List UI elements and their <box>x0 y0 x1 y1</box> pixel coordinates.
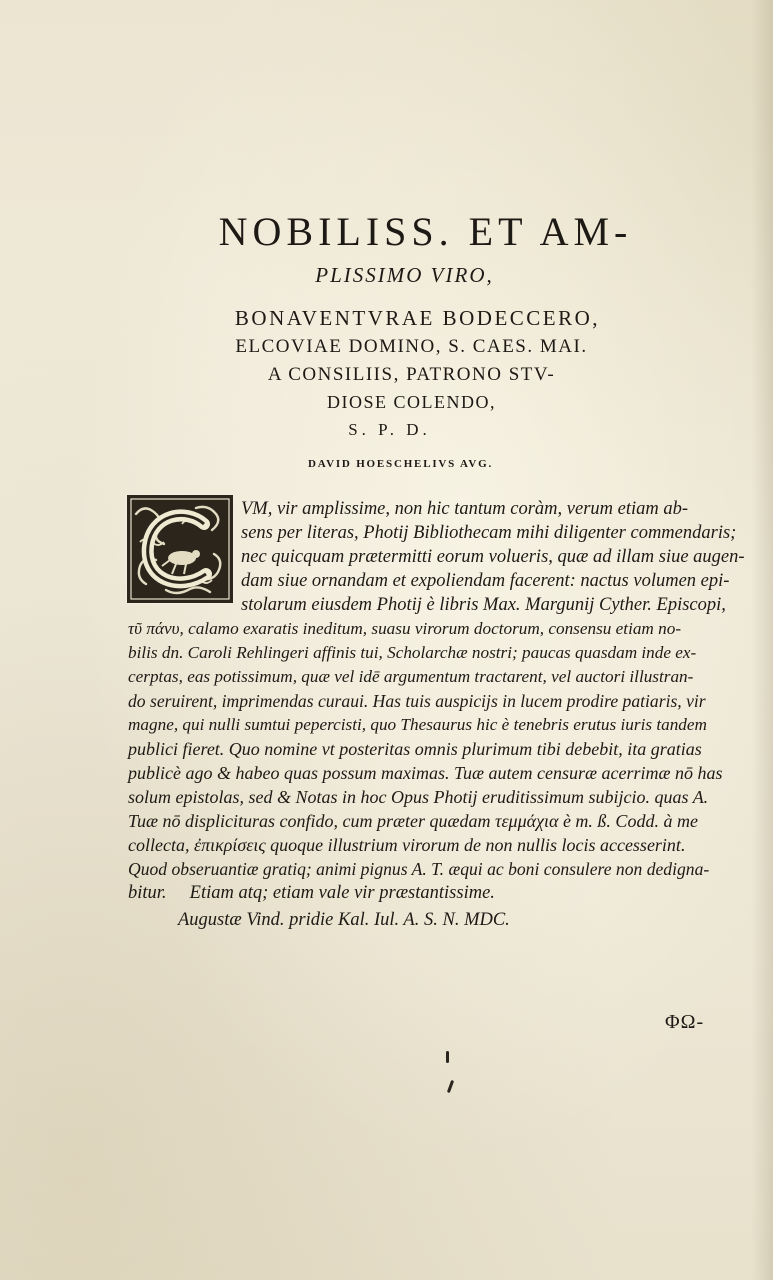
text-line-9: do seruirent, imprimendas curaui. Has tuis auspicijs in lucem prodire patiaris, vir <box>128 691 706 711</box>
text-line-14: Tuæ nō displicituras confido, cum præter quædam τεμμάχια è m. ß. Codd. à me <box>128 811 698 831</box>
text-line-16: Quod obseruantiæ gratiq; animi pignus A. T. æqui ac boni consulere non dedigna- <box>128 859 710 879</box>
text-line-13: solum epistolas, sed & Notas in hoc Opus Photij eruditissimum subijcio. quas A. <box>128 787 709 807</box>
heading-line-2: PLISSIMO VIRO, <box>315 263 494 287</box>
text-line-3: nec quicquam prætermitti eorum volueris, quæ ad illam siue augen- <box>241 547 745 567</box>
text-line-8: cerptas, eas potissimum, quæ vel idē argumentum tractarent, vel auctori illustran- <box>128 667 694 686</box>
text-line-7: bilis dn. Caroli Rehlingeri affinis tui, Scholarchæ nostri; paucas quasdam inde ex- <box>128 643 697 662</box>
text-line-1: VM, vir amplissime, non hic tantum coràm, verum etiam ab- <box>241 499 689 519</box>
heading-line-6: DIOSE COLENDO, <box>327 392 496 412</box>
heading-line-1: NOBILISS. ET AM- <box>218 209 633 254</box>
salutation: S. P. D. <box>348 420 431 439</box>
heading-line-5: A CONSILIIS, PATRONO STV- <box>267 364 556 385</box>
heading-line-3: BONAVENTVRAE BODECCERO, <box>234 306 601 330</box>
dateline: Augustæ Vind. pridie Kal. Iul. A. S. N. MDC. <box>178 910 510 930</box>
decorated-initial-c <box>126 494 234 604</box>
text-line-2: sens per literas, Photij Bibliothecam mihi diligenter commendaris; <box>241 523 737 543</box>
text-line-11: publici fieret. Quo nomine vt posteritas omnis plurimum tibi debebit, ita gratias <box>128 739 702 759</box>
text-line-12: publicè ago & habeo quas possum maximas. Tuæ autem censuræ acerrimæ nō has <box>128 763 723 783</box>
page-edge-shadow <box>751 0 773 1280</box>
heading-line-4: ELCOVIAE DOMINO, S. CAES. MAI. <box>235 336 588 357</box>
text-line-4: dam siue ornandam et expoliendam facerent: nactus volumen epi- <box>241 571 730 591</box>
text-line-15: collecta, ἐπικρίσεις quoque illustrium virorum de non nullis locis accesserint. <box>128 835 686 855</box>
text-line-6: τῦ πάνυ, calamo exaratis ineditum, suasu virorum doctorum, consensu etiam no- <box>128 619 682 638</box>
ink-mark-1 <box>446 1051 449 1063</box>
text-line-5: stolarum eiusdem Photij è libris Max. Margunij Cyther. Episcopi, <box>241 595 726 615</box>
text-line-10: magne, qui nulli sumtui pepercisti, quo Thesaurus hic è tenebris erutus iuris tandem <box>128 715 707 734</box>
catchword: ΦΩ- <box>665 1011 705 1033</box>
author-line: DAVID HOESCHELIVS AVG. <box>308 458 493 470</box>
text-line-17: bitur. Etiam atq; etiam vale vir præstantissime. <box>128 883 495 903</box>
ink-mark-2 <box>447 1080 454 1093</box>
woodcut-initial-ornament <box>126 494 234 604</box>
